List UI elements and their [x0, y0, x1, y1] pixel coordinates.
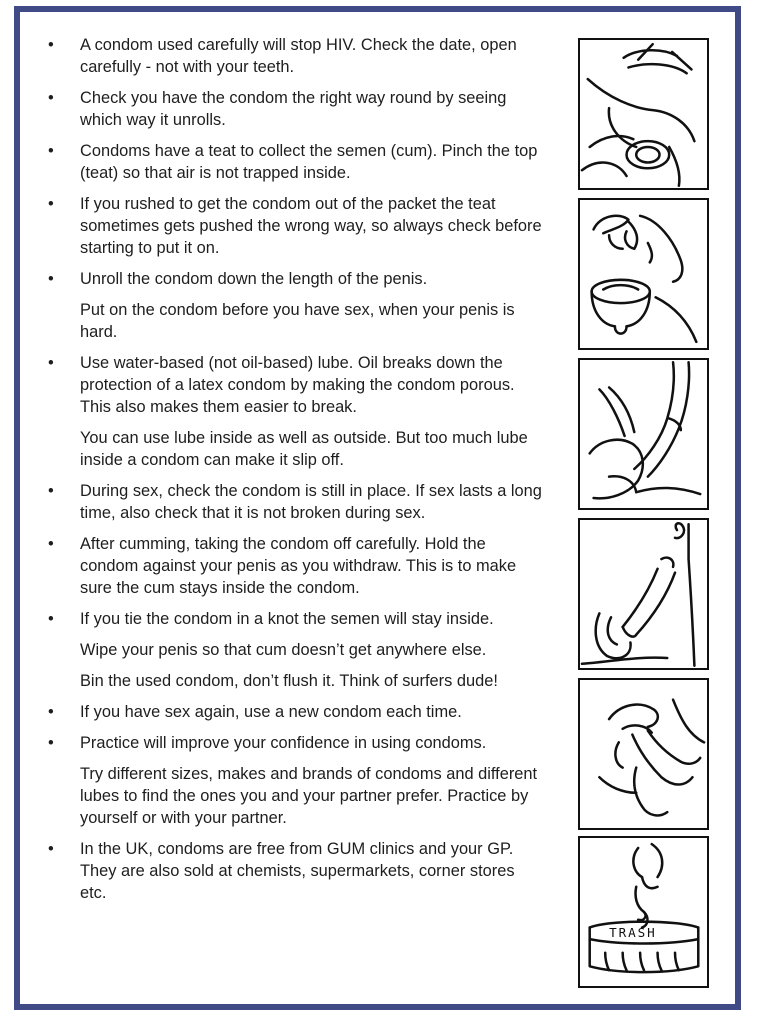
list-item	[44, 480, 544, 524]
advice-list	[44, 34, 544, 913]
item-paragraph: Wipe your penis so that cum doesn’t get anywhere else.	[80, 641, 487, 659]
item-paragraph: Try different sizes, makes and brands of condoms and different lubes to find the ones you and your partner prefer. Practice by yourself or with your partner.	[80, 765, 538, 827]
bullet-icon: •	[48, 195, 54, 213]
list-item	[44, 838, 544, 904]
unroll-condom-icon	[578, 358, 709, 510]
item-paragraph: If you tie the condom in a knot the semen will stay inside.	[80, 610, 494, 628]
list-item	[44, 34, 544, 78]
item-paragraph: Check you have the condom the right way round by seeing which way it unrolls.	[80, 89, 507, 129]
bullet-icon: •	[48, 36, 54, 54]
list-item	[44, 701, 544, 723]
item-paragraph: If you have sex again, use a new condom each time.	[80, 703, 462, 721]
bullet-icon: •	[48, 142, 54, 160]
list-item	[44, 732, 544, 829]
item-paragraph: Bin the used condom, don’t flush it. Think of surfers dude!	[80, 672, 498, 690]
tie-condom-knot-icon	[578, 678, 709, 830]
item-paragraph: Put on the condom before you have sex, when your penis is hard.	[80, 301, 515, 341]
item-paragraph: During sex, check the condom is still in place. If sex lasts a long time, also check that it is not broken during sex.	[80, 482, 542, 522]
bullet-icon: •	[48, 354, 54, 372]
item-paragraph: Condoms have a teat to collect the semen (cum). Pinch the top (teat) so that air is not trapped inside.	[80, 142, 538, 182]
item-paragraph: After cumming, taking the condom off carefully. Hold the condom against your penis as you withdraw. This is to make sure the cum stays inside the condom.	[80, 535, 517, 597]
list-item	[44, 352, 544, 471]
bullet-icon: •	[48, 270, 54, 288]
bullet-icon: •	[48, 610, 54, 628]
bullet-icon: •	[48, 734, 54, 752]
list-item	[44, 608, 544, 692]
item-paragraph: If you rushed to get the condom out of the packet the teat sometimes gets pushed the wrong way, so always check before starting to put it on.	[80, 195, 542, 257]
condom-in-trash-icon	[578, 836, 709, 988]
list-item	[44, 140, 544, 184]
trash-label: TRASH	[609, 925, 657, 941]
item-paragraph: In the UK, condoms are free from GUM clinics and your GP. They are also sold at chemists, supermarkets, corner stores etc.	[80, 840, 515, 902]
bullet-icon: •	[48, 703, 54, 721]
item-paragraph: Unroll the condom down the length of the penis.	[80, 270, 428, 288]
bullet-icon: •	[48, 482, 54, 500]
bullet-icon: •	[48, 840, 54, 858]
open-condom-packet-icon	[578, 38, 709, 190]
list-item	[44, 533, 544, 599]
item-paragraph: Use water-based (not oil-based) lube. Oil breaks down the protection of a latex condom by making the condom porous. This also makes them easier to break.	[80, 354, 515, 416]
list-item	[44, 87, 544, 131]
list-item	[44, 268, 544, 343]
item-paragraph: You can use lube inside as well as outside. But too much lube inside a condom can make it slip off.	[80, 429, 528, 469]
bullet-icon: •	[48, 535, 54, 553]
bullet-icon: •	[48, 89, 54, 107]
pinch-condom-teat-icon	[578, 198, 709, 350]
item-paragraph: Practice will improve your confidence in using condoms.	[80, 734, 487, 752]
hold-condom-withdraw-icon	[578, 518, 709, 670]
item-paragraph: A condom used carefully will stop HIV. Check the date, open carefully - not with your teeth.	[80, 36, 517, 76]
list-item	[44, 193, 544, 259]
